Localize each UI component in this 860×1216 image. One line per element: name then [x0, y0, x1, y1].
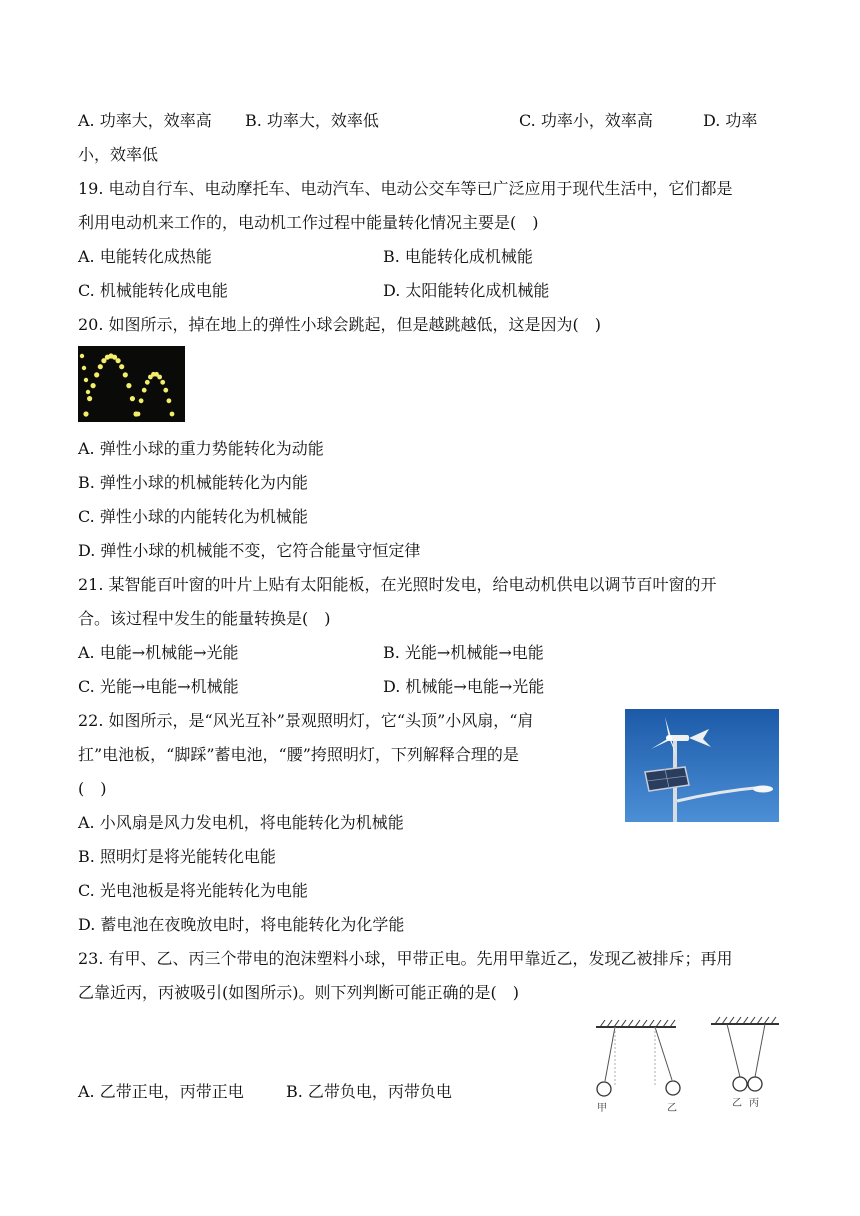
q19-stem-line2: 利用电动机来工作的，电动机工作过程中能量转化情况主要是( ): [78, 213, 539, 232]
q22-stem-line3: ( ): [78, 779, 107, 798]
ball-trail-dot: [170, 412, 175, 417]
q21-option-d: D. 机械能→电能→光能: [383, 677, 545, 696]
q20-option-b: B. 弹性小球的机械能转化为内能: [78, 473, 308, 492]
ball-trail-dot: [80, 354, 84, 358]
ball-trail-dot: [83, 411, 88, 416]
q18-option-a: A. 功率大，效率高: [78, 111, 212, 130]
q20-option-d: D. 弹性小球的机械能不变，它符合能量守恒定律: [78, 541, 421, 560]
ball-trail-dot: [94, 372, 99, 377]
q22-option-b: B. 照明灯是将光能转化电能: [78, 847, 276, 866]
charged-balls-repel-figure: [590, 1015, 685, 1115]
q20-option-c: C. 弹性小球的内能转化为机械能: [78, 507, 308, 526]
ball-trail-dot: [139, 398, 144, 403]
ball-trail-dot: [98, 364, 103, 369]
q18-option-c: C. 功率小，效率高: [519, 111, 653, 130]
q23-option-b: B. 乙带负电，丙带负电: [286, 1082, 452, 1101]
q21-option-b: B. 光能→机械能→电能: [383, 643, 544, 662]
wind-solar-lamp-figure: [625, 709, 779, 822]
ball-trail-dot: [91, 383, 96, 388]
q19-option-a: A. 电能转化成热能: [78, 247, 212, 266]
q23-stem-line2: 乙靠近丙，丙被吸引(如图所示)。则下列判断可能正确的是( ): [78, 983, 519, 1002]
ball-trail-dot: [119, 364, 124, 369]
label-yi-right: 乙: [732, 1098, 742, 1109]
ball-trail-dot: [84, 378, 88, 382]
ball-trail-dot: [142, 388, 147, 393]
q18-option-d-continued: 小，效率低: [78, 145, 159, 164]
ball-trail-dot: [116, 358, 121, 363]
label-jia: 甲: [597, 1103, 607, 1114]
ball-trail-dot: [86, 390, 90, 394]
ball-trail-dot: [160, 380, 165, 385]
q21-option-c: C. 光能→电能→机械能: [78, 677, 239, 696]
ball-trail-dot: [136, 412, 141, 417]
bouncing-ball-figure: [78, 346, 185, 422]
q22-stem-line1: 22. 如图所示，是“风光互补”景观照明灯，它“头顶”小风扇，“肩: [78, 711, 534, 730]
q22-option-c: C. 光电池板是将光能转化为电能: [78, 881, 308, 900]
ball-trail-dot: [145, 380, 150, 385]
q21-stem-line1: 21. 某智能百叶窗的叶片上贴有太阳能板，在光照时发电，给电动机供电以调节百叶窗的开: [78, 575, 717, 594]
label-bing: 丙: [749, 1098, 759, 1109]
q22-option-d: D. 蓄电池在夜晚放电时，将电能转化为化学能: [78, 915, 405, 934]
q20-option-a: A. 弹性小球的重力势能转化为动能: [78, 439, 324, 458]
ball-trail-dot: [167, 398, 172, 403]
ball-trail-dot: [87, 396, 92, 401]
q23-stem-line1: 23. 有甲、乙、丙三个带电的泡沫塑料小球，甲带正电。先用甲靠近乙，发现乙被排斥；再用: [78, 949, 733, 968]
q18-option-d: D. 功率: [703, 111, 758, 130]
q19-option-c: C. 机械能转化成电能: [78, 281, 228, 300]
label-yi-left: 乙: [667, 1103, 677, 1114]
q19-option-b: B. 电能转化成机械能: [383, 247, 533, 266]
ball-trail-dot: [126, 383, 131, 388]
ball-trail-dot: [157, 375, 162, 380]
q19-stem-line1: 19. 电动自行车、电动摩托车、电动汽车、电动公交车等已广泛应用于现代生活中，它们都是: [78, 179, 733, 198]
q22-stem-line2: 扛”电池板，“脚踩”蓄电池，“腰”挎照明灯，下列解释合理的是: [78, 745, 519, 764]
q23-option-a: A. 乙带正电，丙带正电: [78, 1082, 244, 1101]
q19-option-d: D. 太阳能转化成机械能: [383, 281, 550, 300]
q20-stem: 20. 如图所示，掉在地上的弹性小球会跳起，但是越跳越低，这是因为( ): [78, 315, 602, 334]
charged-balls-attract-figure: [705, 1012, 785, 1112]
q22-option-a: A. 小风扇是风力发电机，将电能转化为机械能: [78, 813, 404, 832]
ball-trail-dot: [82, 366, 86, 370]
ball-trail-dot: [163, 388, 168, 393]
q21-stem-line2: 合。该过程中发生的能量转换是( ): [78, 609, 331, 628]
ball-trail-dot: [123, 372, 128, 377]
q21-option-a: A. 电能→机械能→光能: [78, 643, 239, 662]
ball-trail-dot: [130, 396, 135, 401]
q18-option-b: B. 功率大，效率低: [245, 111, 379, 130]
